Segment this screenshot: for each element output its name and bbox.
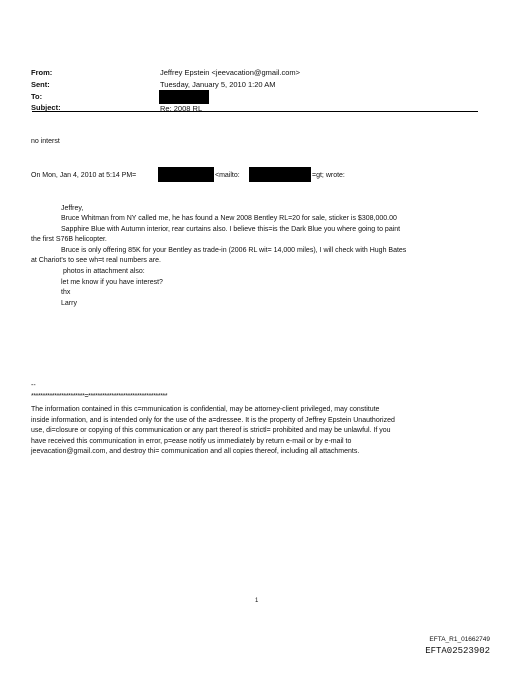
quoted-line: Bruce Whitman from NY called me, he has found a New 2008 Bentley RL=20 for sale, sticker is $308,000.00 [61,215,397,222]
separator-line: ***********************=********************************** [31,393,168,400]
quoted-line: Larry [61,300,77,307]
disclaimer-line: use, di=closure or copying of this communication or any part thereof is strictl= prohibited and may be unlawful. If you [31,427,391,435]
quoted-line: Bruce is only offering 85K for your Bentley as trade-in (2006 RL wit= 14,000 miles), I will check with Hugh Bates [61,247,407,254]
to-label: To: [31,92,43,101]
disclaimer-line: jeevacation@gmail.com, and destroy thi= communication and all copies thereof, including all attachments. [31,448,360,456]
footer-id-primary: EFTA_R1_01662749 [429,636,490,643]
sent-value: Tuesday, January 5, 2010 1:20 AM [160,80,276,89]
disclaimer-line: The information contained in this c=mmunication is confidential, may be attorney-client privileged, may constitute [31,406,380,413]
quote-header-prefix: On Mon, Jan 4, 2010 at 5:14 PM= [31,172,137,179]
sender-email-redaction [249,167,311,182]
quoted-line: the first S76B helicopter. [31,236,107,243]
quoted-line: Jeffrey, [61,205,84,212]
sent-label: Sent: [31,80,50,89]
subject-value: Re: 2008 RL [160,104,203,113]
quoted-line: at Chariot's to see wh=t real numbers are. [31,257,161,264]
footer-id-secondary: EFTA02523902 [425,646,490,656]
reply-text: no interst [31,138,60,145]
header-divider [32,111,478,112]
sender-name-redaction [158,167,214,182]
signature-dashes: -- [31,382,36,389]
quote-header-mailto: <mailto: [215,172,240,179]
from-value: Jeffrey Epstein <jeevacation@gmail.com> [160,68,301,77]
from-label: From: [31,68,53,77]
quoted-line: photos in attachment also: [63,268,145,275]
quoted-line: Sapphire Blue with Autumn interior, rear curtains also. I believe this=is the Dark Blue you where going to paint [61,226,401,233]
quoted-line: let me know if you have interest? [61,279,163,286]
quoted-line: thx [61,289,71,296]
quote-header-suffix: =gt; wrote: [312,172,345,179]
disclaimer-line: have received this communication in error, p=ease notify us immediately by return e-mail or by e-mail to [31,437,352,445]
page-number: 1 [255,598,259,604]
disclaimer-line: inside information, and is intended only for the use of the a=dressee. It is the property of Jeffrey Epstein Unauthorized [31,416,395,424]
disclaimer [31,405,487,458]
to-redaction [159,90,209,104]
subject-label: Subject: [31,103,61,112]
